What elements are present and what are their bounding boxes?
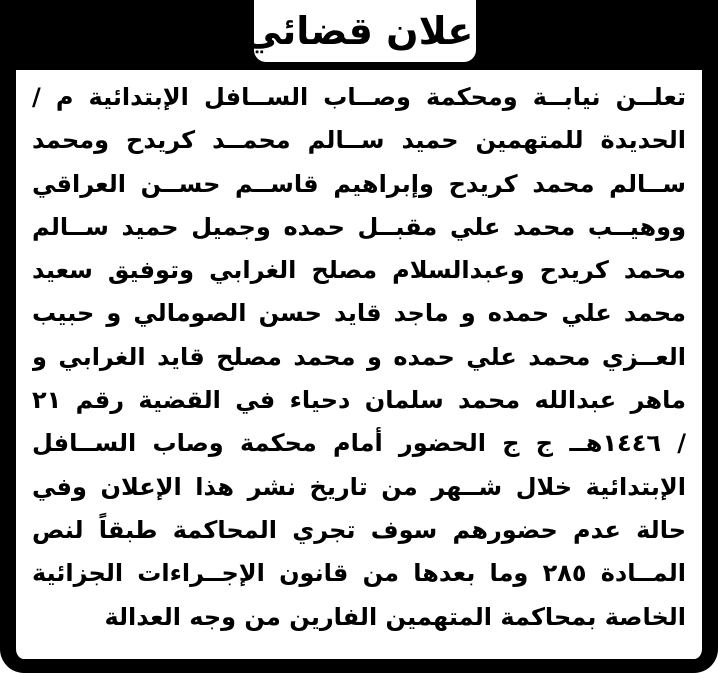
notice-line: المــادة ٢٨٥ وما بعدها من قانون الإجــراءات الجزائية bbox=[32, 559, 686, 588]
notice-line: ماهر عبدالله محمد سلمان دحياء في القضية رقم ٢١ bbox=[32, 386, 686, 415]
notice-line: الإبتدائية خلال شــهر من تاريخ نشر هذا الإعلان وفي bbox=[32, 472, 686, 501]
notice-line: الخاصة بمحاكمة المتهمين الفارين من وجه العدالة bbox=[104, 602, 686, 631]
notice-line: الحديدة للمتهمين حميد ســالم محمــد كريدح ومحمد bbox=[32, 126, 686, 155]
notice-line: ووهيــب محمد علي مقبــل حمده وجميل حميد ســالم bbox=[32, 212, 686, 241]
notice-line: / ١٤٤٦هــ ج ج الحضور أمام محكمة وصاب الســافل bbox=[32, 429, 686, 458]
notice-title: إعلان قضائي bbox=[243, 9, 487, 53]
title-box bbox=[243, 0, 487, 62]
notice-line: حالة عدم حضورهم سوف تجري المحاكمة طبقاً لنص bbox=[32, 515, 686, 544]
header-bar bbox=[0, 0, 718, 70]
notice-body bbox=[0, 70, 718, 673]
notice-line: العــزي محمد علي حمده و محمد مصلح قايد الغرابي و bbox=[32, 342, 686, 371]
notice-line: محمد كريدح وعبدالسلام مصلح الغرابي وتوفيق سعيد bbox=[32, 256, 686, 285]
notice-line: محمد علي حمده و ماجد قايد حسن الصومالي و حبيب bbox=[32, 299, 686, 328]
notice-line: ســالم محمد كريدح وإبراهيم قاســم حســن العراقي bbox=[32, 169, 686, 198]
notice-text bbox=[32, 76, 686, 639]
notice-line: تعلــن نيابــة ومحكمة وصــاب الســافل الإبتدائية م / bbox=[32, 83, 686, 111]
